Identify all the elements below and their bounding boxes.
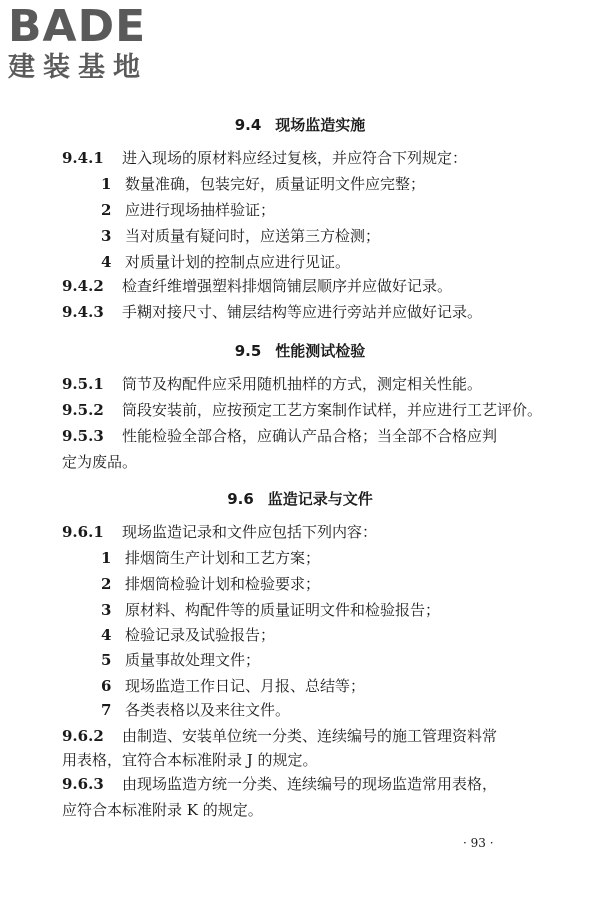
clause-9-5-1	[62, 374, 482, 394]
item-text: 各类表格以及来往文件。	[125, 701, 291, 719]
clause-text: 手糊对接尺寸、铺层结构等应进行旁站并应做好记录。	[122, 303, 483, 321]
clause-number: 9.5.1	[62, 375, 104, 393]
clause-text: 性能检验全部合格，应确认产品合格；当全部不合格应判	[122, 427, 498, 445]
clause-continuation: 定为废品。	[62, 453, 138, 471]
clause-number: 9.6.1	[62, 523, 104, 541]
list-item	[101, 252, 350, 272]
clause-text: 现场监造记录和文件应包括下列内容：	[122, 523, 378, 541]
clause-9-6-2	[62, 726, 497, 746]
item-text: 原材料、构配件等的质量证明文件和检验报告；	[125, 601, 441, 619]
logo-wordmark: BADE	[8, 1, 147, 52]
list-item	[101, 174, 425, 194]
section-heading-9-5	[0, 340, 600, 361]
publisher-logo	[8, 1, 183, 88]
section-heading-9-6	[0, 488, 600, 509]
clause-number: 9.4.3	[62, 303, 104, 321]
clause-continuation: 用表格，宜符合本标准附录 J 的规定。	[62, 751, 318, 769]
list-item	[101, 700, 290, 720]
item-text: 数量准确，包装完好，质量证明文件应完整；	[125, 175, 426, 193]
list-item	[101, 600, 440, 620]
clause-number: 9.5.3	[62, 427, 104, 445]
clause-9-4-1	[62, 148, 467, 168]
clause-continuation: 应符合本标准附录 K 的规定。	[62, 801, 263, 819]
item-number: 3	[101, 601, 112, 619]
clause-9-6-3	[62, 774, 497, 794]
item-number: 1	[101, 175, 112, 193]
section-title-text: 性能测试检验	[275, 342, 366, 360]
item-number: 2	[101, 201, 112, 219]
item-text: 对质量计划的控制点应进行见证。	[125, 253, 351, 271]
item-number: 6	[101, 677, 112, 695]
item-text: 当对质量有疑问时，应送第三方检测；	[125, 227, 381, 245]
list-item	[101, 625, 275, 645]
clause-9-5-3	[62, 426, 497, 446]
item-text: 检验记录及试验报告；	[125, 626, 276, 644]
item-number: 4	[101, 253, 112, 271]
item-text: 应进行现场抽样验证；	[125, 201, 276, 219]
item-text: 排烟筒检验计划和检验要求；	[125, 575, 321, 593]
item-number: 3	[101, 227, 112, 245]
list-item	[101, 676, 365, 696]
clause-number: 9.6.2	[62, 727, 104, 745]
item-number: 7	[101, 701, 112, 719]
clause-text: 筒节及构配件应采用随机抽样的方式，测定相关性能。	[122, 375, 483, 393]
item-number: 4	[101, 626, 112, 644]
clause-9-4-2	[62, 276, 452, 296]
clause-9-6-1	[62, 522, 377, 542]
page-number: · 93 ·	[463, 836, 494, 850]
clause-number: 9.6.3	[62, 775, 104, 793]
list-item	[101, 650, 260, 670]
clause-text: 检查纤维增强塑料排烟筒铺层顺序并应做好记录。	[122, 277, 453, 295]
list-item	[101, 574, 320, 594]
item-number: 2	[101, 575, 112, 593]
item-text: 排烟筒生产计划和工艺方案；	[125, 549, 321, 567]
list-item	[101, 200, 275, 220]
item-number: 1	[101, 549, 112, 567]
section-number: 9.4	[234, 116, 262, 134]
section-title-text: 监造记录与文件	[267, 490, 373, 508]
clause-number: 9.4.1	[62, 149, 104, 167]
item-text: 质量事故处理文件；	[125, 651, 261, 669]
section-title-text: 现场监造实施	[275, 116, 366, 134]
list-item	[101, 226, 380, 246]
clause-text: 由制造、安装单位统一分类、连续编号的施工管理资料常	[122, 727, 498, 745]
clause-number: 9.5.2	[62, 401, 104, 419]
clause-number: 9.4.2	[62, 277, 104, 295]
section-number: 9.6	[227, 490, 254, 508]
clause-9-4-3	[62, 302, 482, 322]
section-number: 9.5	[234, 342, 262, 360]
clause-9-5-2	[62, 400, 542, 420]
item-text: 现场监造工作日记、月报、总结等；	[125, 677, 366, 695]
logo-subtitle: 建装基地	[8, 52, 148, 83]
item-number: 5	[101, 651, 112, 669]
clause-text: 筒段安装前，应按预定工艺方案制作试样，并应进行工艺评价。	[122, 401, 543, 419]
clause-text: 进入现场的原材料应经过复核，并应符合下列规定：	[122, 149, 468, 167]
section-heading-9-4	[0, 114, 600, 135]
clause-text: 由现场监造方统一分类、连续编号的现场监造常用表格，	[122, 775, 498, 793]
list-item	[101, 548, 320, 568]
